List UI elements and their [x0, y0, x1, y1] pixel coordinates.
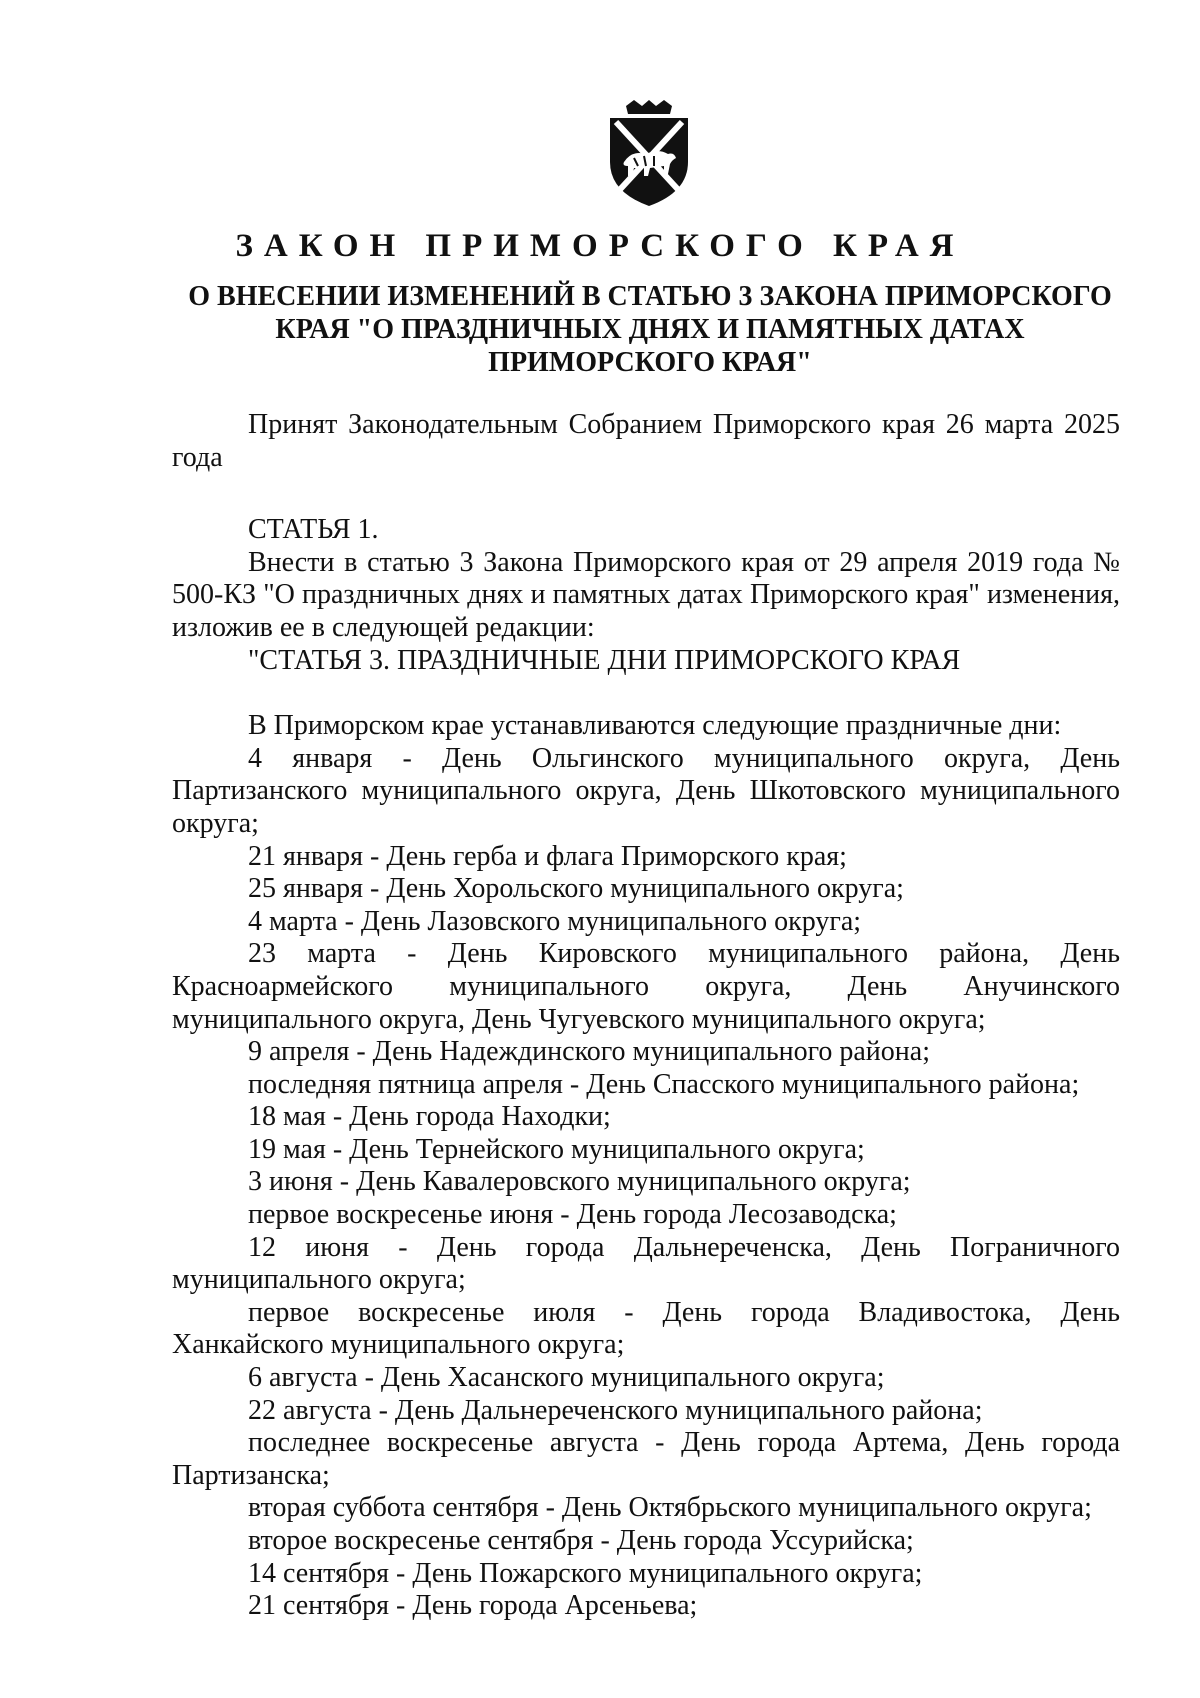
subtitle-line: ПРИМОРСКОГО КРАЯ" [488, 347, 812, 378]
holiday-item: 23 марта - День Кировского муниципального района, День Красноармейского муниципального округа, День Анучинского муниципального округа, День Чугуевского муниципального округа; [172, 938, 1120, 1035]
holiday-item: 9 апреля - День Надеждинского муниципального района; [248, 1036, 930, 1068]
holiday-item: последняя пятница апреля - День Спасского муниципального района; [248, 1068, 1080, 1100]
subtitle-line: О ВНЕСЕНИИ ИЗМЕНЕНИЙ В СТАТЬЮ 3 ЗАКОНА ПРИМОРСКОГО [188, 281, 1112, 312]
holiday-item: 6 августа - День Хасанского муниципального округа; [248, 1362, 885, 1394]
document-body [172, 409, 1120, 1623]
article-heading: СТАТЬЯ 1. [248, 514, 379, 546]
holiday-item: 25 января - День Хорольского муниципального округа; [248, 873, 904, 905]
holiday-item: первое воскресенье июня - День города Лесозаводска; [248, 1199, 897, 1231]
holiday-item: 19 мая - День Тернейского муниципального округа; [248, 1133, 865, 1165]
holiday-item: второе воскресенье сентября - День города Уссурийска; [248, 1525, 914, 1556]
holiday-item: вторая суббота сентября - День Октябрьского муниципального округа; [248, 1492, 1092, 1524]
holiday-item: 22 августа - День Дальнереченского муниципального района; [248, 1394, 983, 1426]
holiday-item: 4 января - День Ольгинского муниципального округа, День Партизанского муниципального округа, День Шкотовского муниципального округа; [172, 742, 1120, 839]
holiday-item: 12 июня - День города Дальнереченска, День Пограничного муниципального округа; [172, 1231, 1120, 1296]
holiday-item: 14 сентября - День Пожарского муниципального округа; [248, 1557, 923, 1589]
holiday-item: 21 января - День герба и флага Приморского края; [248, 840, 847, 872]
article-text: Внести в статью 3 Закона Приморского края от 29 апреля 2019 года № 500-КЗ "О праздничных днях и памятных датах Приморского края" изменения, изложив ее в следующей редакции: [172, 546, 1120, 643]
law-subtitle [170, 280, 1130, 379]
holiday-item: первое воскресенье июля - День города Владивостока, День Ханкайского муниципального округа; [172, 1296, 1120, 1361]
list-intro: В Приморском крае устанавливаются следующие праздничные дни: [248, 710, 1062, 742]
holiday-item: 21 сентября - День города Арсеньева; [248, 1590, 698, 1622]
adoption-note: Принят Законодательным Собранием Приморского края 26 марта 2025 года [172, 409, 1120, 473]
subtitle-line: КРАЯ "О ПРАЗДНИЧНЫХ ДНЯХ И ПАМЯТНЫХ ДАТАХ [275, 314, 1025, 345]
new-article-heading: "СТАТЬЯ 3. ПРАЗДНИЧНЫЕ ДНИ ПРИМОРСКОГО КРАЯ [248, 644, 961, 676]
holiday-item: 3 июня - День Кавалеровского муниципального округа; [248, 1166, 911, 1198]
holiday-item: 4 марта - День Лазовского муниципального округа; [248, 905, 862, 937]
holiday-item: последнее воскресенье августа - День города Артема, День города Партизанска; [172, 1427, 1120, 1491]
holiday-item: 18 мая - День города Находки; [248, 1101, 611, 1133]
law-title: ЗАКОН ПРИМОРСКОГО КРАЯ [235, 228, 965, 264]
coat-of-arms-tiger-icon [604, 100, 694, 210]
